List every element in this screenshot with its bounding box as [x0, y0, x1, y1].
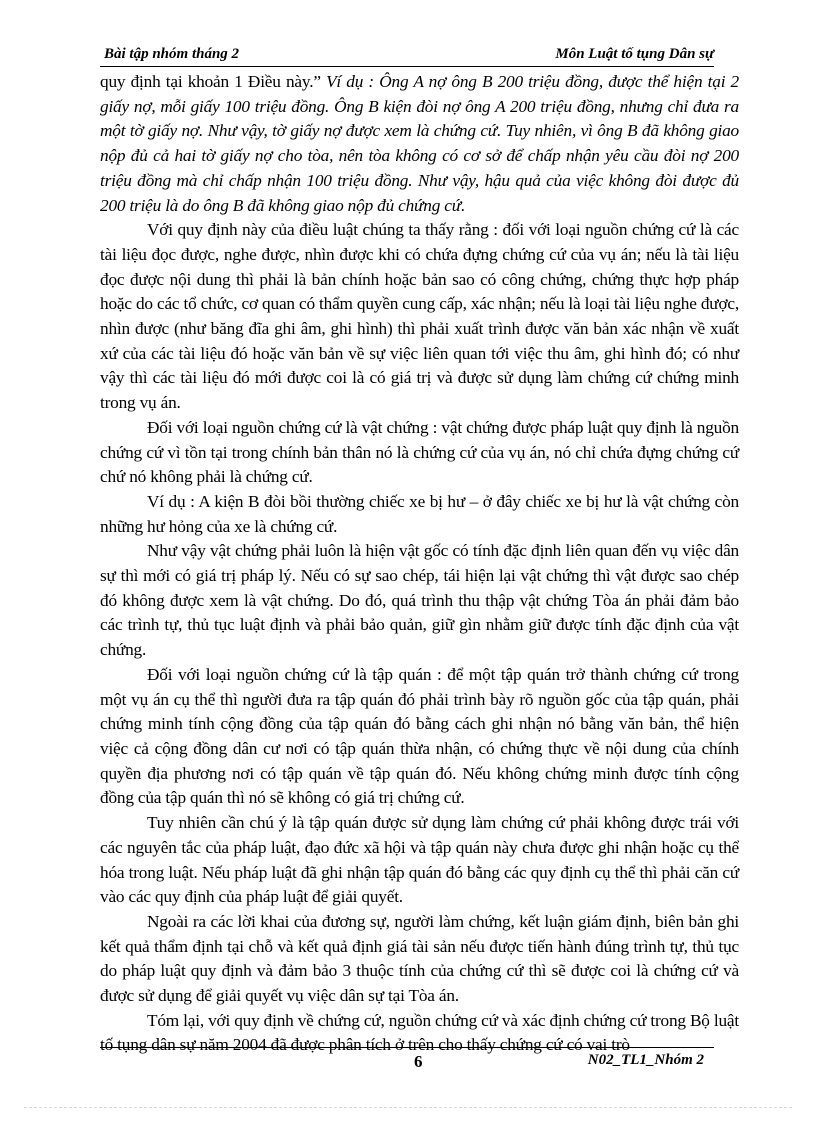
paragraph-example-car: Ví dụ : A kiện B đòi bồi thường chiếc xe bị hư – ở đây chiếc xe bị hư là vật chứng còn những hư hỏng của xe là chứng cứ.	[100, 491, 739, 536]
footer-group-label: N02_TL1_Nhóm 2	[587, 1052, 704, 1068]
page-bottom-divider	[24, 1107, 792, 1108]
paragraph-conclusion: Tóm lại, với quy định về chứng cứ, nguồn chứng cứ và xác định chứng cứ trong Bộ luật tố tụng dân sự năm 2004 đã được phân tích ở trên cho thấy chứng cứ có vai trò	[100, 1010, 739, 1055]
paragraph-testimony: Ngoài ra các lời khai của đương sự, người làm chứng, kết luận giám định, biên bản ghi kết quả thẩm định tại chỗ và kết quả định giá tài sản nếu được tiến hành đúng trình tự, thủ tục do pháp luật quy định và đảm bảo 3 thuộc tính của chứng cứ thì sẽ được coi là chứng cứ và được sử dụng để giải quyết vụ việc dân sự tại Tòa án.	[100, 911, 739, 1006]
page-number: 6	[414, 1052, 423, 1071]
paragraph-example-debt	[100, 70, 739, 218]
page-header	[100, 44, 714, 67]
paragraph-original-object: Như vậy vật chứng phải luôn là hiện vật gốc có tính đặc định liên quan đến vụ việc dân sự thì mới có giá trị pháp lý. Nếu có sự sao chép, tái hiện lại vật chứng thì vật được sao chép đó không được xem là vật chứng. Do đó, quá trình thu thập vật chứng Tòa án phải đảm bảo các trình tự, thủ tục luật định và phải bảo quản, giữ gìn nhằm giữ được tính đặc định của vật chứng.	[100, 541, 739, 660]
page-footer	[100, 1047, 714, 1072]
paragraph-custom-note: Tuy nhiên cần chú ý là tập quán được sử dụng làm chứng cứ phải không được trái với các nguyên tắc của pháp luật, đạo đức xã hội và tập quán này chưa được ghi nhận hoặc cụ thể hóa trong luật. Nếu pháp luật đã ghi nhận tập quán đó bằng các quy định cụ thể thì phải căn cứ vào các quy định của pháp luật để giải quyết.	[100, 813, 739, 907]
paragraph-lead-text: quy định tại khoản 1 Điều này.”	[100, 72, 327, 91]
header-subject-label: Môn Luật tố tụng Dân sự	[555, 46, 714, 62]
paragraph-documents-evidence: Với quy định này của điều luật chúng ta thấy rằng : đối với loại nguồn chứng cứ là các tài liệu đọc được, nghe được, nhìn được khi có chứa đựng chứng cứ của vụ án; nếu là tài liệu đọc được nội dung thì phải là bản chính hoặc bản sao có công chứng, chứng thực hợp pháp hoặc do các tổ chức, cơ quan có thẩm quyền cung cấp, xác nhận; nếu là loại tài liệu nghe được, nhìn được (như băng đĩa ghi âm, ghi hình) thì phải xuất trình được văn bản xác nhận về xuất xứ của các tài liệu đó hoặc văn bản về sự việc liên quan tới việc thu âm, ghi hình đó; có như vậy thì các tài liệu đó mới được coi là có giá trị và được sử dụng làm chứng cứ chứng minh trong vụ án.	[100, 220, 739, 413]
paragraph-physical-evidence: Đối với loại nguồn chứng cứ là vật chứng : vật chứng được pháp luật quy định là nguồn chứng cứ vì tồn tại trong chính bản thân nó là chứng cứ của vụ án, nó chỉ chứa đựng chứng cứ chứ nó không phải là chứng cứ.	[100, 417, 739, 487]
document-body	[100, 70, 739, 1058]
paragraph-custom-evidence: Đối với loại nguồn chứng cứ là tập quán : để một tập quán trở thành chứng cứ trong một vụ án cụ thể thì người đưa ra tập quán đó phải trình bày rõ nguồn gốc của tập quán, phải chứng minh tính cộng đồng của tập quán đó bằng cách ghi nhận nó bằng văn bản, thể hiện việc cả cộng đồng dân cư nơi có tập quán thừa nhận, có chứng thực về nội dung của chính quyền địa phương nơi có tập quán về tập quán đó. Nếu không chứng minh được tính cộng đồng của tập quán thì nó sẽ không có giá trị chứng cứ.	[100, 664, 739, 808]
example-italic-text: Ví dụ : Ông A nợ ông B 200 triệu đồng, được thể hiện tại 2 giấy nợ, mỗi giấy 100 triệu đồng. Ông B kiện đòi nợ ông A 200 triệu đồng, nhưng chỉ đưa ra một tờ giấy nợ. Như vậy, tờ giấy nợ được xem là chứng cứ. Tuy nhiên, vì ông B đã không giao nộp đủ cả hai tờ giấy nợ cho tòa, nên tòa không có cơ sở để chấp nhận yêu cầu đòi nợ 200 triệu đồng mà chỉ chấp nhận 100 triệu đồng. Như vậy, hậu quả của việc không đòi được đủ 200 triệu là do ông B đã không giao nộp đủ chứng cứ.	[100, 72, 739, 215]
header-course-label: Bài tập nhóm tháng 2	[104, 46, 240, 62]
